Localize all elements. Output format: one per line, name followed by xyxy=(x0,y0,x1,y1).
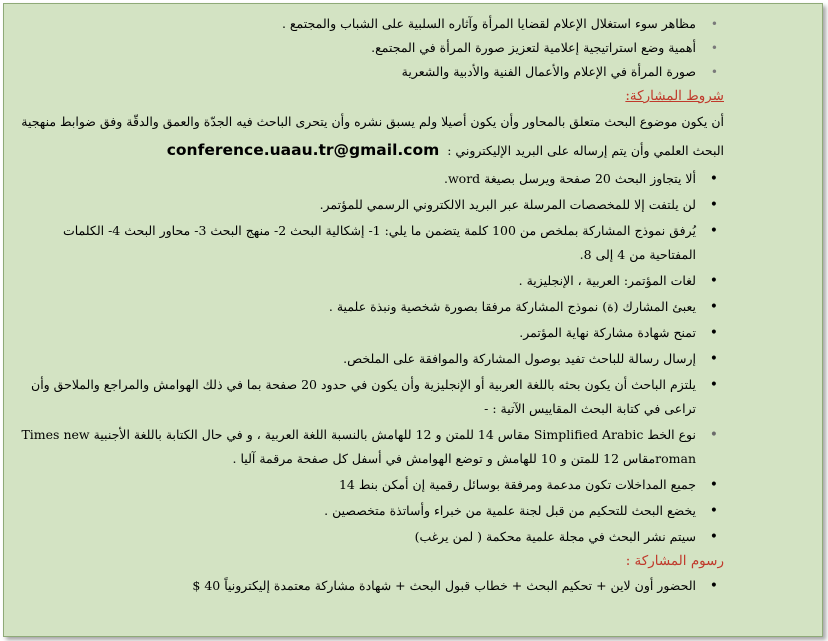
bullet-icon: • xyxy=(709,197,718,213)
bullet-icon: • xyxy=(709,503,718,519)
bullet-icon: • xyxy=(710,41,718,55)
bullet-icon: • xyxy=(709,299,718,315)
bullet-icon: • xyxy=(709,171,718,187)
topics-list xyxy=(20,12,724,84)
bullet-icon: • xyxy=(709,377,718,393)
topic-item: • مظاهر سوء استغلال الإعلام لقضايا المرأة وآثاره السلبية على الشباب والمجتمع . xyxy=(20,12,724,36)
email-link[interactable]: conference.uaau.tr@gmail.com xyxy=(166,141,440,159)
conditions-list xyxy=(20,167,724,549)
topic-item: • أهمية وضع استراتيجية إعلامية لتعزيز صورة المرأة في المجتمع. xyxy=(20,36,724,60)
bullet-icon: • xyxy=(709,427,718,443)
bullet-icon: • xyxy=(709,325,718,341)
bullet-icon: • xyxy=(709,578,718,594)
fees-heading: رسوم المشاركة : xyxy=(625,553,724,569)
bullet-icon: • xyxy=(709,351,718,367)
condition-item: • لغات المؤتمر: العربية ، الإنجليزية . xyxy=(20,269,724,293)
fee-item: • الحضور أون لاين + تحكيم البحث + خطاب قبول البحث + شهادة مشاركة معتمدة إليكترونياً 40 $ xyxy=(20,574,724,598)
bullet-icon: • xyxy=(709,223,718,239)
condition-item: • جميع المداخلات تكون مدعمة ومرفقة بوسائل رقمية إن أمكن بنط 14 xyxy=(20,473,724,497)
document-body xyxy=(20,12,724,598)
condition-item: • تمنح شهادة مشاركة نهاية المؤتمر. xyxy=(20,321,724,345)
bullet-icon: • xyxy=(710,65,718,79)
intro-text: أن يكون موضوع البحث متعلق بالمحاور وأن يكون أصيلا ولم يسبق نشره وأن يتحرى الباحث فيه الجدّة والعمق والدقّة وفق ضوابط منهجية البحث العلمي وأن يتم إرساله على البريد الإليكتروني : xyxy=(21,114,724,158)
condition-item: • يلتزم الباحث أن يكون بحثه باللغة العربية أو الإنجليزية وأن يكون في حدود 20 صفحة بما في ذلك الهوامش والمراجع والملاحق وأن تراعى في كتابة البحث المقاييس الآتية : - xyxy=(20,373,724,421)
bullet-icon: • xyxy=(709,477,718,493)
conditions-heading: شروط المشاركة: xyxy=(625,88,724,104)
bullet-icon: • xyxy=(710,17,718,31)
topic-item: • صورة المرأة في الإعلام والأعمال الفنية والأدبية والشعرية xyxy=(20,60,724,84)
condition-item: • يخضع البحث للتحكيم من قبل لجنة علمية من خبراء وأساتذة متخصصين . xyxy=(20,499,724,523)
condition-item: • نوع الخط Simplified Arabic مقاس 14 للمتن و 12 للهامش بالنسبة اللغة العربية ، و في حال الكتابة باللغة الأجنبية Times new romanمقاس 12 للمتن و 10 للهامش و توضع الهوامش في أسفل كل صفحة مرقمة آليا . xyxy=(20,423,724,471)
bullet-icon: • xyxy=(709,273,718,289)
intro-paragraph xyxy=(20,108,724,165)
condition-item: • يعبئ المشارك (ة) نموذج المشاركة مرفقا بصورة شخصية ونبذة علمية . xyxy=(20,295,724,319)
condition-item: • لن يلتفت إلا للمخصصات المرسلة عبر البريد الالكتروني الرسمي للمؤتمر. xyxy=(20,193,724,217)
document-panel xyxy=(3,3,823,637)
condition-item: • ألا يتجاوز البحث 20 صفحة ويرسل بصيغة word. xyxy=(20,167,724,191)
condition-item: • سيتم نشر البحث في مجلة علمية محكمة ( لمن يرغب) xyxy=(20,525,724,549)
fees-list xyxy=(20,574,724,598)
condition-item: • يُرفق نموذج المشاركة بملخص من 100 كلمة يتضمن ما يلي: 1- إشكالية البحث 2- منهج البحث 3- محاور البحث 4- الكلمات المفتاحية من 4 إلى 8. xyxy=(20,219,724,267)
bullet-icon: • xyxy=(709,529,718,545)
condition-item: • إرسال رسالة للباحث تفيد بوصول المشاركة والموافقة على الملخص. xyxy=(20,347,724,371)
